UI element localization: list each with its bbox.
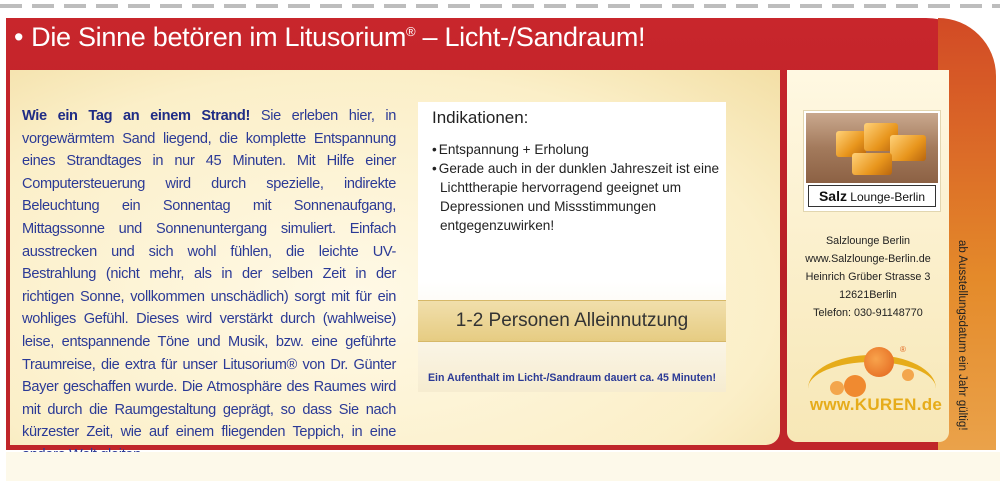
logo-rest: Lounge-Berlin (846, 190, 926, 204)
dot-icon (830, 381, 844, 395)
indication-item: • Gerade auch in der dunklen Jahreszeit ist eine Lichttherapie hervorragend geeignet um Depressionen und Missstimmungen entgegenzuwirken! (432, 159, 722, 235)
provider-street: Heinrich Grüber Strasse 3 (805, 271, 931, 283)
page-title (14, 22, 645, 53)
dot-icon (902, 369, 914, 381)
description-body: Sie erleben hier, in vorgewärmtem Sand liegend, die komplette Entspannung eines Strandtages in nur 45 Minuten. Mit Hilfe einer Computersteuerung wird durch spezielle, indirekte Beleuchtung ein Sonnentag mit Sonnenaufgang, Mittagssonne und Sonnenuntergang simuliert. Einfach ausstrecken und sich wohl fühlen, die leichte UV-Bestrahlung (nicht mehr, als in der selben Zeit in der richtigen Sonne, vollkommen unschädlich) sorgt mit für ein wohliges Gefühl. Dieses wird verstärkt durch (wahlweise) leise, entspannende Töne und Musik, bzw. eine geführte Traumreise, die extra für unser Litusorium® von Dr. Günter Bayer geschaffen wurde. Die Atmosphäre des Raumes wird mit durch die Raumgestaltung geprägt, so dass Sie nach kürzester Zeit, wie auf einem fliegenden Teppich, in eine (22, 108, 396, 441)
indications-box (418, 102, 726, 392)
title-bullet: • (14, 22, 24, 52)
title-text-rest: – Licht-/Sandraum! (415, 22, 646, 52)
dashed-cut-line (0, 4, 1000, 8)
provider-city: 12621Berlin (839, 289, 897, 301)
description-lead: Wie ein Tag an einem Strand! (22, 108, 251, 124)
salt-lounge-logo-label (808, 185, 936, 207)
kuren-logo (800, 345, 946, 425)
title-registered-mark: ® (406, 24, 416, 39)
persons-banner: 1-2 Personen Alleinnutzung (418, 300, 726, 342)
provider-contact (787, 232, 949, 322)
salt-lounge-logo-image (803, 110, 941, 212)
provider-website: www.Salzlounge-Berlin.de (805, 253, 931, 265)
bottom-strip (6, 452, 1000, 481)
indications-title: Indikationen: (432, 108, 529, 127)
indication-item: • Entspannung + Erholung (432, 140, 722, 159)
validity-note (954, 240, 966, 440)
description-text (22, 105, 396, 467)
indications-list (432, 140, 722, 235)
duration-note: Ein Aufenthalt im Licht-/Sandraum dauert ca. 45 Minuten! (427, 372, 717, 384)
salt-blocks-photo (806, 113, 938, 183)
title-text: Die Sinne betören im Litusorium (31, 22, 407, 52)
salt-block (890, 135, 926, 161)
logo-bold-word: Salz (818, 188, 847, 204)
kuren-wordmark: www.KUREN.de (809, 395, 943, 414)
validity-text: ab Ausstellungsdatum ein Jahr gültig! (956, 240, 968, 431)
sun-icon (864, 347, 894, 377)
provider-name: Salzlounge Berlin (825, 235, 911, 247)
kuren-registered-mark: ® (900, 345, 906, 354)
salt-block (852, 153, 892, 175)
dot-icon (844, 375, 866, 397)
provider-phone: Telefon: 030-91148770 (813, 307, 923, 319)
